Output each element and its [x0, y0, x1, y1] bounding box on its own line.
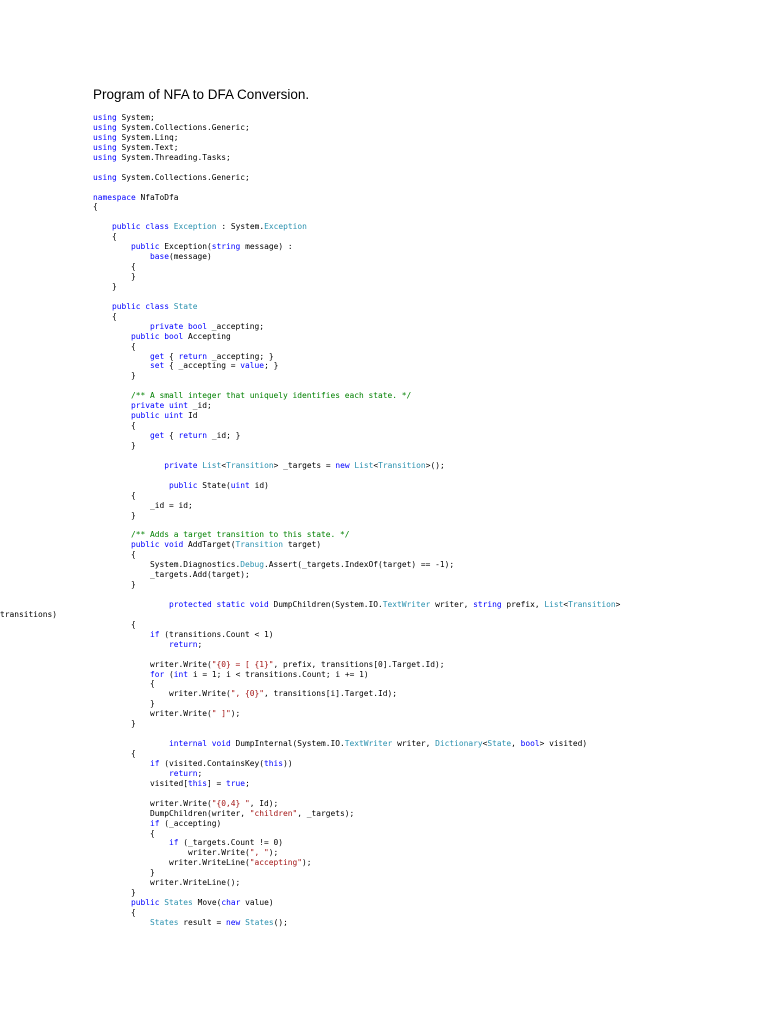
- code-text: (_accepting): [159, 818, 222, 828]
- code-type-name: List: [202, 460, 222, 470]
- code-text: writer.Write(: [93, 659, 212, 669]
- code-line: [93, 520, 763, 530]
- code-text: [93, 332, 131, 341]
- code-text: State(: [197, 480, 231, 490]
- code-keyword: get: [150, 351, 165, 361]
- code-type-name: List: [354, 460, 374, 470]
- code-keyword: private: [164, 460, 198, 470]
- code-line: [93, 133, 763, 143]
- code-line: [93, 471, 763, 481]
- code-line: [93, 381, 763, 391]
- code-text: <: [482, 739, 488, 749]
- code-line: [93, 292, 763, 302]
- code-type-name: State: [173, 301, 198, 311]
- code-text: System.Collections.Generic;: [116, 172, 250, 182]
- code-text: [93, 600, 169, 609]
- code-line: [93, 679, 763, 689]
- code-type-name: States: [245, 917, 274, 927]
- code-text: {: [93, 341, 136, 351]
- code-text: }: [93, 888, 136, 898]
- code-text: DumpChildren(System.IO.: [268, 599, 383, 609]
- code-text: [93, 769, 169, 778]
- code-line: [93, 202, 763, 212]
- code-line: [93, 918, 763, 928]
- code-text: <: [563, 599, 569, 609]
- code-text: transitions): [0, 609, 58, 619]
- code-string: "{0} = [ {1}": [211, 659, 274, 669]
- code-keyword: private bool: [150, 321, 208, 331]
- code-text: );: [268, 848, 279, 858]
- code-keyword: if: [150, 818, 160, 828]
- code-comment: /** A small integer that uniquely identifies each state. */: [131, 391, 412, 401]
- code-text: ; }: [264, 361, 279, 371]
- code-line: [93, 769, 763, 779]
- code-line: [93, 222, 763, 232]
- code-text: {: [93, 619, 136, 629]
- code-keyword: string: [473, 599, 502, 609]
- code-type-name: Exception: [264, 222, 307, 232]
- code-listing: [0, 113, 763, 928]
- code-string: "{0,4} ": [211, 798, 250, 808]
- code-keyword: set: [150, 361, 165, 371]
- code-keyword: using: [93, 113, 117, 122]
- code-text: > _targets =: [273, 460, 336, 470]
- code-text: );: [230, 709, 241, 719]
- code-line: [0, 610, 670, 620]
- code-line: [93, 421, 763, 431]
- code-text: (transitions.Count < 1): [159, 629, 274, 639]
- code-keyword: return: [169, 768, 198, 778]
- code-keyword: if: [150, 629, 160, 639]
- code-text: NfaToDfa: [135, 192, 179, 202]
- code-keyword: bool: [520, 739, 540, 749]
- code-line: [93, 511, 763, 521]
- code-keyword: return: [169, 639, 198, 649]
- code-text: { _accepting =: [164, 361, 241, 371]
- code-text: }: [93, 371, 136, 381]
- code-string: ", {0}": [230, 689, 265, 699]
- code-type-name: State: [487, 739, 512, 749]
- code-line: [93, 550, 763, 560]
- code-text: System;: [116, 113, 155, 122]
- code-text: [93, 352, 150, 361]
- code-text: Exception(: [159, 242, 212, 252]
- code-line: [93, 729, 763, 739]
- code-text: {: [164, 431, 179, 440]
- code-text: }: [93, 510, 136, 520]
- code-text: prefix,: [501, 599, 545, 609]
- code-keyword: using: [93, 152, 117, 162]
- code-text: writer,: [392, 739, 436, 749]
- code-text: writer.WriteLine(: [93, 858, 250, 868]
- code-line: [93, 779, 763, 789]
- code-text: System.Collections.Generic;: [116, 122, 250, 132]
- code-text: System.Diagnostics.: [93, 560, 241, 570]
- code-text: {: [93, 232, 117, 242]
- code-keyword: this: [188, 778, 208, 788]
- code-text: }: [93, 868, 155, 878]
- code-line: [93, 461, 763, 471]
- code-type-name: Transition: [378, 460, 426, 470]
- code-text: {: [93, 679, 155, 689]
- code-text: }: [93, 719, 136, 729]
- code-line: [93, 401, 763, 411]
- code-line: [93, 650, 763, 660]
- code-text: <: [221, 460, 227, 470]
- code-keyword: using: [93, 122, 117, 132]
- code-text: writer.Write(: [93, 798, 212, 808]
- code-text: , Id);: [249, 798, 279, 808]
- code-text: writer.Write(: [93, 689, 231, 699]
- code-keyword: if: [169, 838, 179, 848]
- code-text: [93, 461, 164, 470]
- code-text: }: [93, 580, 136, 590]
- code-line: [93, 431, 763, 441]
- code-line: [93, 391, 763, 401]
- code-line: [93, 332, 763, 342]
- code-text: DumpChildren(writer,: [93, 808, 250, 818]
- code-keyword: public bool: [131, 331, 184, 341]
- code-text: AddTarget(: [183, 540, 236, 550]
- code-line: [93, 858, 763, 868]
- code-keyword: public: [169, 480, 198, 490]
- code-text: , prefix, transitions[0].Target.Id);: [273, 659, 445, 669]
- code-text: writer,: [430, 599, 474, 609]
- code-string: "children": [249, 808, 298, 818]
- code-type-name: TextWriter: [344, 739, 393, 749]
- code-keyword: using: [93, 172, 117, 182]
- code-keyword: if: [150, 758, 160, 768]
- code-line: [93, 838, 763, 848]
- code-text: visited[: [93, 778, 189, 788]
- code-text: _id;: [188, 401, 212, 411]
- code-line: [93, 193, 763, 203]
- code-line: [93, 848, 763, 858]
- code-line: [93, 143, 763, 153]
- code-line: [93, 282, 763, 292]
- code-text: System.Text;: [116, 142, 179, 152]
- code-keyword: true: [226, 778, 246, 788]
- code-keyword: internal void: [169, 739, 231, 749]
- code-line: [93, 600, 763, 610]
- code-line: [93, 570, 763, 580]
- code-text: ;: [197, 639, 203, 649]
- code-text: (_targets.Count != 0): [178, 838, 284, 848]
- code-keyword: public void: [131, 540, 184, 550]
- code-text: [93, 242, 131, 251]
- code-line: [93, 829, 763, 839]
- code-line: [93, 630, 763, 640]
- code-text: [93, 670, 150, 679]
- code-line: [93, 451, 763, 461]
- code-line: [93, 371, 763, 381]
- code-keyword: uint: [230, 480, 250, 490]
- code-line: [93, 342, 763, 352]
- code-text: _id; }: [207, 431, 241, 440]
- code-text: (: [164, 669, 174, 679]
- code-line: [93, 739, 763, 749]
- code-text: _id = id;: [93, 500, 193, 510]
- code-line: [93, 898, 763, 908]
- code-text: [93, 530, 131, 539]
- code-text: writer.Write(: [93, 848, 250, 858]
- code-line: [93, 441, 763, 451]
- document-title: Program of NFA to DFA Conversion.: [93, 87, 310, 102]
- code-keyword: base: [150, 252, 170, 262]
- code-string: "accepting": [249, 858, 303, 868]
- code-line: [93, 312, 763, 322]
- code-line: [93, 322, 763, 332]
- code-text: [93, 918, 150, 927]
- code-text: Move(: [192, 898, 222, 908]
- code-text: [93, 401, 131, 410]
- code-type-name: Transition: [235, 540, 284, 550]
- code-keyword: return: [178, 351, 208, 361]
- code-line: [93, 252, 763, 262]
- code-line: [93, 670, 763, 680]
- code-line: [93, 113, 763, 123]
- code-text: {: [93, 550, 136, 560]
- code-text: , _targets);: [297, 808, 355, 818]
- code-text: }: [93, 272, 136, 281]
- code-text: message) :: [240, 242, 293, 252]
- code-type-name: Exception: [173, 222, 217, 232]
- code-text: : System.: [216, 222, 265, 232]
- code-line: [93, 212, 763, 222]
- code-line: [93, 153, 763, 163]
- code-keyword: namespace: [93, 192, 136, 202]
- code-line: [93, 799, 763, 809]
- code-line: [93, 173, 763, 183]
- code-text: System.Linq;: [116, 132, 179, 142]
- code-text: .Assert(_targets.IndexOf(target) == -1);: [264, 560, 455, 570]
- code-line: [93, 183, 763, 193]
- code-keyword: char: [221, 898, 241, 908]
- code-text: {: [93, 828, 155, 838]
- code-text: {: [93, 202, 98, 212]
- code-string: ", ": [249, 848, 269, 858]
- code-text: [93, 252, 150, 261]
- code-comment: /** Adds a target transition to this state. */: [131, 530, 350, 540]
- code-text: Accepting: [183, 331, 231, 341]
- code-keyword: value: [240, 361, 265, 371]
- code-line: [93, 491, 763, 501]
- code-text: [93, 391, 131, 400]
- code-text: [93, 540, 131, 549]
- code-text: [93, 759, 150, 768]
- code-text: ();: [273, 917, 288, 927]
- code-text: [93, 222, 112, 231]
- code-keyword: return: [178, 431, 208, 440]
- code-line: [93, 411, 763, 421]
- code-type-name: List: [544, 599, 564, 609]
- code-keyword: public class: [112, 222, 170, 232]
- code-line: [93, 749, 763, 759]
- code-keyword: new: [335, 460, 350, 470]
- code-text: writer.Write(: [93, 709, 212, 719]
- code-text: result =: [178, 917, 227, 927]
- code-keyword: this: [264, 758, 284, 768]
- code-text: {: [93, 421, 136, 431]
- code-text: [93, 640, 169, 649]
- code-keyword: new: [226, 917, 241, 927]
- code-type-name: Transition: [568, 599, 616, 609]
- code-type-name: Debug: [240, 560, 265, 570]
- code-text: }: [93, 281, 117, 291]
- code-text: target): [283, 540, 322, 550]
- code-keyword: get: [150, 431, 165, 440]
- code-text: [93, 819, 150, 828]
- code-text: _targets.Add(target);: [93, 570, 250, 580]
- code-line: [93, 352, 763, 362]
- code-keyword: using: [93, 142, 117, 152]
- code-string: " ]": [211, 709, 231, 719]
- code-line: [93, 868, 763, 878]
- code-text: System.Threading.Tasks;: [116, 152, 231, 162]
- code-type-name: States: [164, 898, 193, 908]
- code-type-name: Dictionary: [435, 739, 483, 749]
- code-line: [93, 789, 763, 799]
- code-text: {: [93, 262, 136, 272]
- code-line: [93, 302, 763, 312]
- code-text: )): [283, 758, 293, 768]
- code-line: [93, 530, 763, 540]
- code-line: [93, 163, 763, 173]
- code-text: [93, 431, 150, 440]
- code-keyword: public: [131, 898, 160, 908]
- code-keyword: public: [131, 242, 160, 252]
- code-text: ] =: [207, 778, 227, 788]
- code-keyword: int: [173, 669, 189, 679]
- code-line: [93, 123, 763, 133]
- code-text: > visited): [539, 739, 588, 749]
- code-line: [93, 908, 763, 918]
- code-text: {: [93, 749, 136, 758]
- code-text: (visited.ContainsKey(: [159, 758, 265, 768]
- code-line: [93, 272, 763, 282]
- code-line: [93, 640, 763, 650]
- code-text: );: [302, 858, 312, 868]
- code-text: }: [93, 699, 155, 709]
- code-keyword: public uint: [131, 411, 184, 421]
- code-keyword: using: [93, 132, 117, 142]
- code-type-name: TextWriter: [382, 599, 431, 609]
- code-text: {: [93, 311, 117, 321]
- code-text: [93, 838, 169, 847]
- code-text: {: [164, 351, 179, 361]
- code-type-name: Transition: [226, 460, 274, 470]
- code-line: [93, 580, 763, 590]
- code-line: [93, 361, 763, 371]
- code-text: {: [93, 908, 136, 917]
- code-line: [93, 759, 763, 769]
- code-text: [93, 322, 150, 331]
- code-text: [93, 481, 169, 490]
- code-text: >: [615, 599, 621, 609]
- code-text: [93, 898, 131, 907]
- code-line: [93, 560, 763, 570]
- code-text: writer.WriteLine();: [93, 878, 241, 888]
- code-text: (message): [169, 252, 212, 262]
- code-text: ,: [511, 739, 521, 749]
- code-text: i = 1; i < transitions.Count; i += 1): [188, 669, 369, 679]
- code-line: [93, 719, 763, 729]
- code-text: _accepting;: [207, 321, 265, 331]
- code-text: >();: [425, 460, 445, 470]
- code-line: [93, 262, 763, 272]
- code-line: [93, 709, 763, 719]
- code-line: [93, 689, 763, 699]
- code-text: ;: [245, 778, 250, 788]
- code-line: [93, 819, 763, 829]
- code-line: [93, 660, 763, 670]
- code-line: [93, 501, 763, 511]
- code-text: [93, 739, 169, 748]
- code-text: DumpInternal(System.IO.: [230, 739, 345, 749]
- code-keyword: string: [211, 242, 241, 252]
- code-text: id): [249, 480, 269, 490]
- code-line: [93, 699, 763, 709]
- code-text: [93, 361, 150, 370]
- code-line: [93, 232, 763, 242]
- code-text: }: [93, 440, 136, 450]
- code-text: [93, 411, 131, 420]
- code-text: <: [373, 460, 379, 470]
- code-line: [93, 878, 763, 888]
- code-keyword: for: [150, 669, 165, 679]
- code-line: [93, 809, 763, 819]
- code-text: _accepting; }: [207, 351, 274, 361]
- code-keyword: private uint: [131, 401, 189, 411]
- code-line: [93, 888, 763, 898]
- code-line: [93, 481, 763, 491]
- code-keyword: protected static void: [169, 599, 269, 609]
- code-line: [93, 242, 763, 252]
- code-line: [93, 590, 763, 600]
- code-text: Id: [183, 411, 198, 421]
- code-line: [93, 620, 763, 630]
- code-text: ;: [197, 768, 203, 778]
- code-text: [93, 302, 112, 311]
- code-text: [93, 630, 150, 639]
- code-text: value): [240, 898, 274, 908]
- code-type-name: States: [150, 917, 179, 927]
- code-text: {: [93, 490, 136, 500]
- code-text: , transitions[i].Target.Id);: [264, 689, 398, 699]
- code-line: [93, 540, 763, 550]
- code-keyword: public class: [112, 301, 170, 311]
